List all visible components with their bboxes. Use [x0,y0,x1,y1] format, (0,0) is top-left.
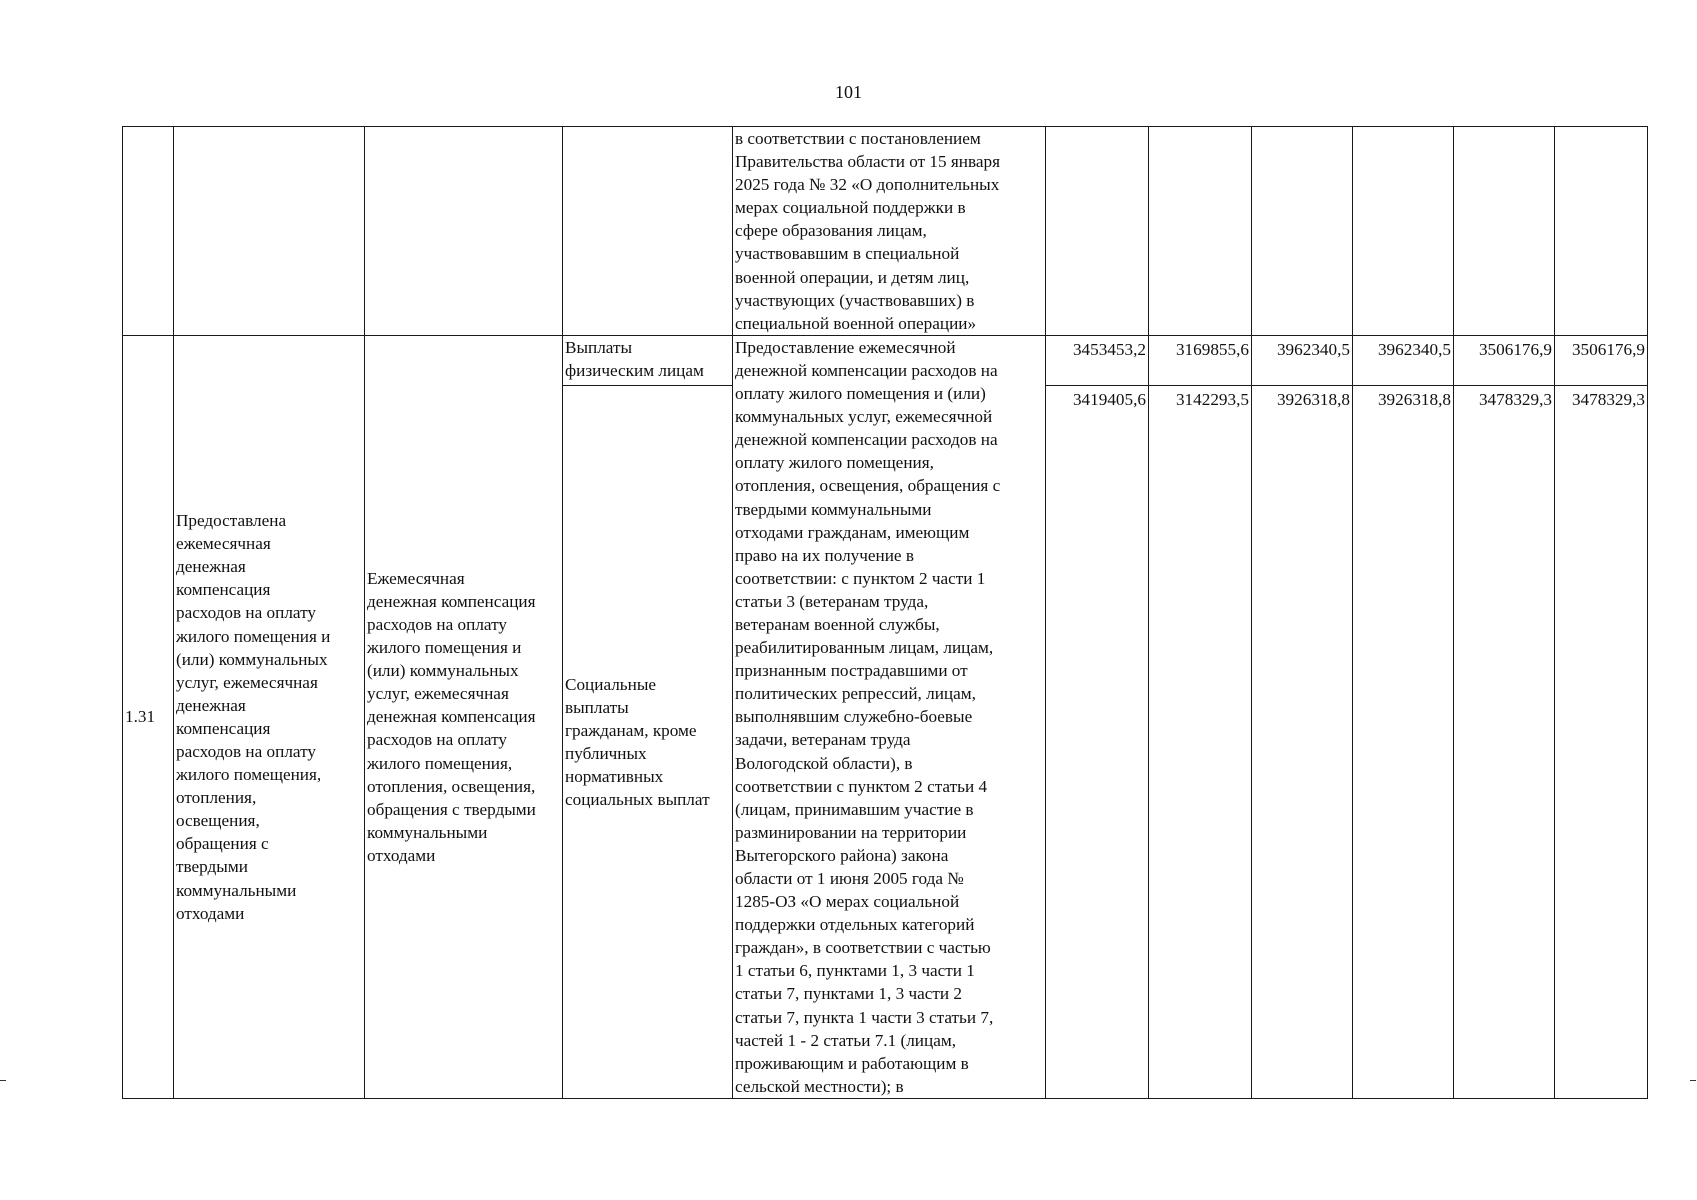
cell-empty [1353,127,1454,336]
event-cell [733,127,1046,336]
page-number: 101 [835,82,862,102]
cell-empty [123,127,174,336]
cell-empty [1454,127,1555,336]
value-cell: 3962340,5 [1252,335,1353,385]
value-cell: 3478329,3 [1454,385,1555,1098]
cell-empty [1149,127,1252,336]
margin-mark [1690,1080,1696,1081]
value-cell: 3142293,5 [1149,385,1252,1098]
event-text: Предоставление ежемесячной денежной компенсации расходов на оплату жилого помещения и (или) коммунальных услуг, ежемесячной денежной компенсации расходов на оплату жилого помещения, отопления, освещения, обращения с твердыми коммунальными отходами гражданам, имеющим право на их получение в соответствии: с пунктом 2 части 1 статьи 3 (ветеранам труда, ветеранам военной службы, реабилитированным лицам, лицам, признанным пострадавшими от политических репрессий, лицам, выполнявшим служебно-боевые задачи, ветеранам труда Вологодской области), в соответствии с пунктом 2 статьи 4 (лицам, принимавшим участие в разминировании на территории Вытегорского района) закона области от 1 июня 2005 года № 1285-ОЗ «О мерах социальной поддержки отдельных категорий граждан», в соответствии с частью 1 статьи 6, пунктами 1, 3 части 1 статьи 7, пунктами 1, 3 части 2 статьи 7, пункта 1 части 3 статьи 7, частей 1 - 2 статьи 7.1 (лицам, проживающим и работающим в сельской местности); в [735,337,1001,1096]
value-cell: 3926318,8 [1353,385,1454,1098]
cell-empty [563,127,733,336]
value-cell: 3506176,9 [1454,335,1555,385]
row-number-cell [123,335,174,1098]
cell-empty [174,127,365,336]
cell-empty [365,127,563,336]
payment-type-text: Социальные выплаты гражданам, кроме публичных нормативных социальных выплат [565,674,710,810]
cell-empty [1046,127,1149,336]
payment-type-cell [563,385,733,1098]
continuation-row [123,127,1648,336]
value-cell: 3506176,9 [1555,335,1648,385]
result-text: Предоставлена ежемесячная денежная компенсация расходов на оплату жилого помещения и (или) коммунальных услуг, ежемесячная денежная компенсация расходов на оплату жилого помещения, отопления, освещения, обращения с твердыми коммунальными отходами [176,511,331,923]
cell-empty [1555,127,1648,336]
event-text: в соответствии с постановлением Правительства области от 15 января 2025 года № 32 «О дополнительных мерах социальной поддержки в сфере образования лицам, участвовавшим в специальной военной операции, и детям лиц, участвующих (участвовавших) в специальной военной операции» [735,129,1000,333]
measure-text: Ежемесячная денежная компенсация расходов на оплату жилого помещения и (или) коммунальных услуг, ежемесячная денежная компенсация расходов на оплату жилого помещения, отопления, освещения, обращения с твердыми коммунальными отходами [367,568,536,865]
payment-type-cell [563,335,733,385]
result-cell [174,335,365,1098]
margin-mark [0,1080,6,1081]
value-cell: 3962340,5 [1353,335,1454,385]
program-table [122,126,1648,1099]
value-cell: 3169855,6 [1149,335,1252,385]
measure-cell [365,335,563,1098]
value-cell: 3453453,2 [1046,335,1149,385]
payment-type-text: Выплаты физическим лицам [565,337,704,380]
value-cell: 3926318,8 [1252,385,1353,1098]
value-cell: 3478329,3 [1555,385,1648,1098]
cell-empty [1252,127,1353,336]
event-cell [733,335,1046,1098]
row-number: 1.31 [125,707,156,727]
value-cell: 3419405,6 [1046,385,1149,1098]
table-row [123,335,1648,385]
